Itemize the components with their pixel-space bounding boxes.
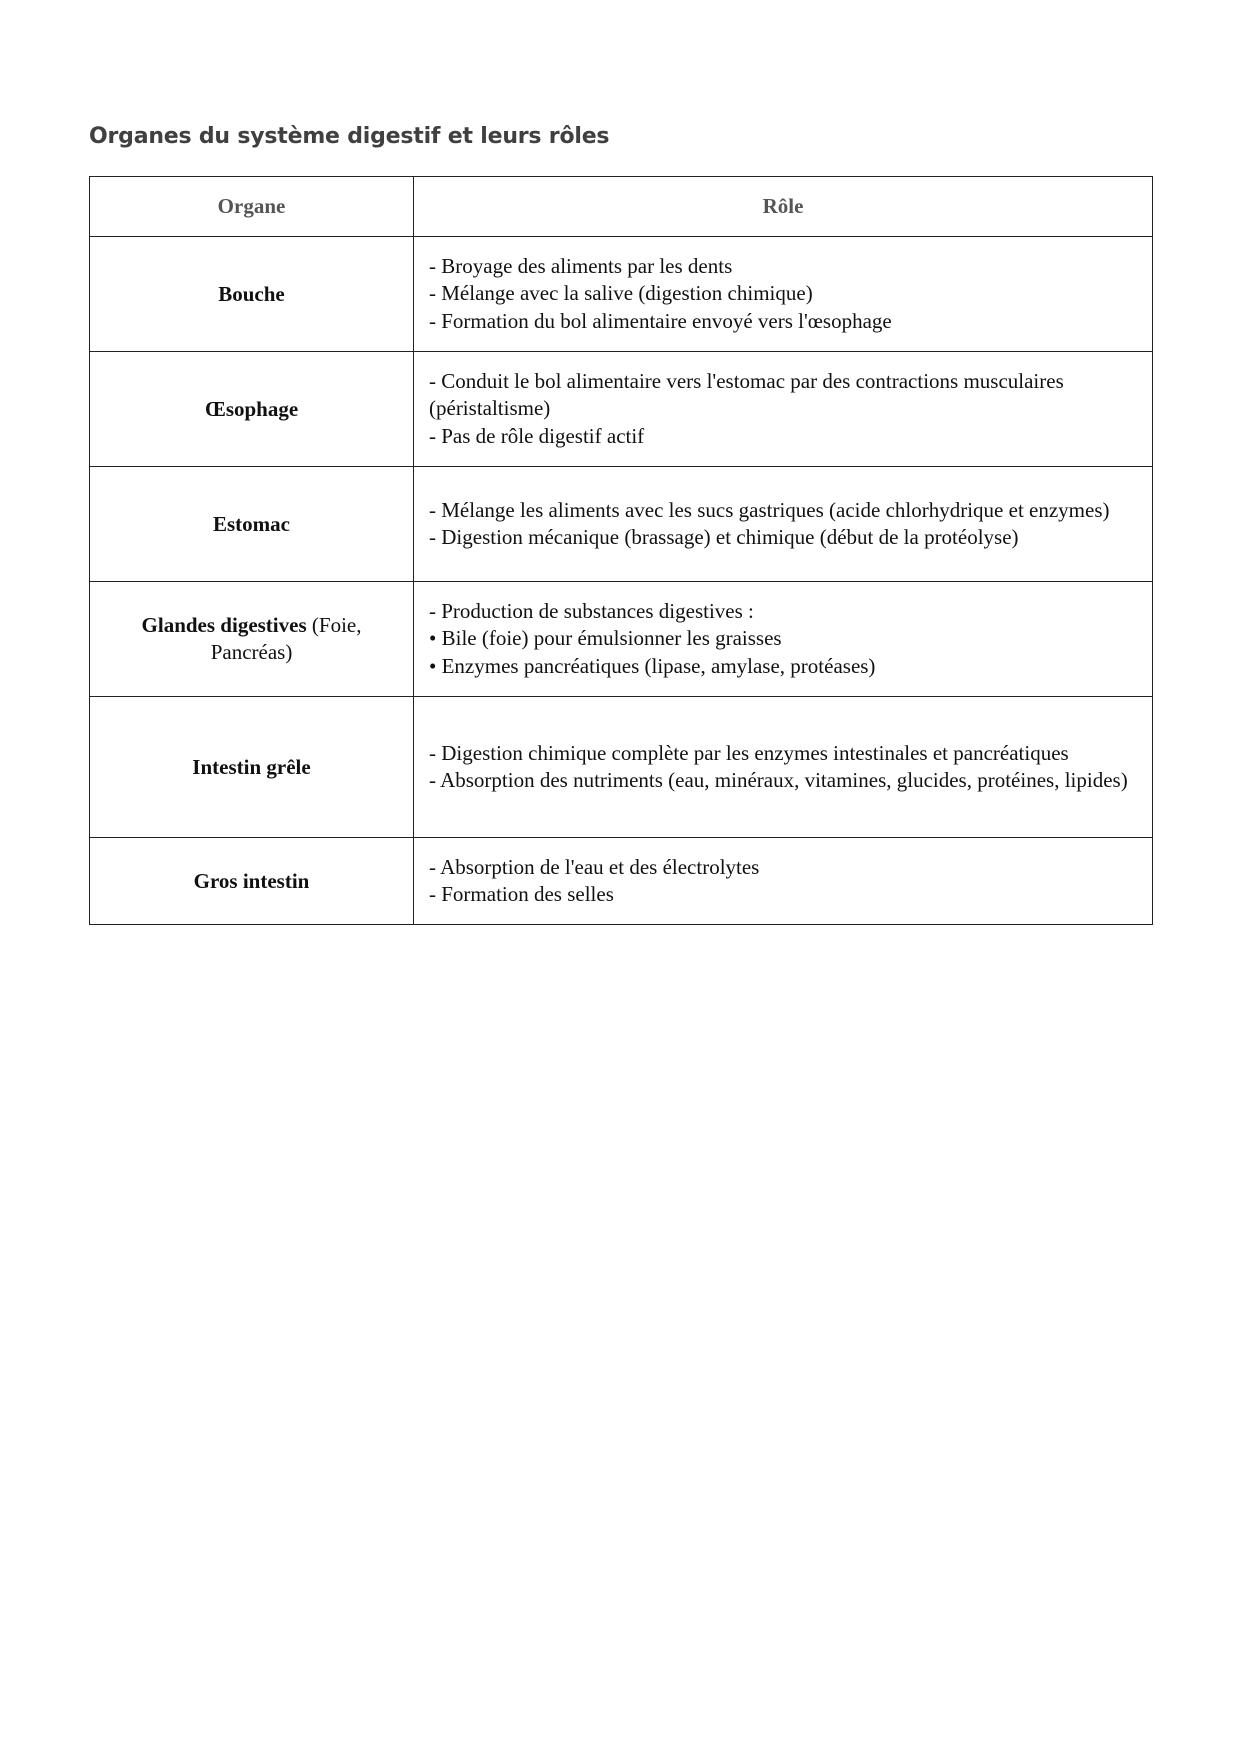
role-line: - Absorption des nutriments (eau, minéraux, vitamines, glucides, protéines, lipides) [429, 768, 1128, 792]
organ-cell [90, 697, 414, 838]
organ-cell [90, 352, 414, 467]
organ-cell [90, 467, 414, 582]
role-line: - Production de substances digestives : [429, 598, 754, 623]
organ-role-table [89, 176, 1153, 925]
organ-cell [90, 838, 414, 925]
table-row [90, 838, 1153, 925]
table-header-row [90, 177, 1153, 237]
role-line: • Bile (foie) pour émulsionner les graisses [429, 626, 782, 651]
table-row [90, 467, 1153, 582]
organ-name: Glandes digestives [141, 613, 307, 637]
table-row [90, 582, 1153, 697]
role-line: - Absorption de l'eau et des électrolytes [429, 854, 760, 879]
organ-name: Bouche [218, 281, 285, 306]
organ-detail: (Foie, Pancréas) [210, 613, 362, 664]
organ-name: Estomac [213, 511, 290, 536]
role-line: - Mélange les aliments avec les sucs gastriques (acide chlorhydrique et enzymes) [429, 497, 1110, 522]
organ-name: Gros intestin [193, 868, 310, 893]
header-role: Rôle [414, 177, 1153, 237]
role-line: - Digestion mécanique (brassage) et chimique (début de la protéolyse) [429, 525, 1019, 549]
role-cell [414, 838, 1153, 925]
header-organ: Organe [90, 177, 414, 237]
organ-cell [90, 237, 414, 352]
role-cell [414, 352, 1153, 467]
role-line: - Formation du bol alimentaire envoyé vers l'œsophage [429, 308, 892, 333]
organ-cell [90, 582, 414, 697]
role-cell [414, 237, 1153, 352]
role-line: - Pas de rôle digestif actif [429, 423, 645, 448]
organ-name: Œsophage [204, 396, 299, 421]
organ-name: Intestin grêle [192, 754, 311, 779]
role-cell [414, 697, 1153, 838]
page-title: Organes du système digestif et leurs rôles [89, 124, 610, 149]
role-line: - Conduit le bol alimentaire vers l'estomac par des contractions musculaires (péristaltisme) [429, 368, 1064, 421]
role-line: - Broyage des aliments par les dents [429, 253, 733, 278]
role-line: - Formation des selles [429, 882, 614, 906]
role-line: - Digestion chimique complète par les enzymes intestinales et pancréatiques [429, 740, 1069, 765]
table-row [90, 352, 1153, 467]
table-row [90, 237, 1153, 352]
role-line: - Mélange avec la salive (digestion chimique) [429, 281, 813, 306]
role-cell [414, 582, 1153, 697]
role-cell [414, 467, 1153, 582]
table-row [90, 697, 1153, 838]
role-line: • Enzymes pancréatiques (lipase, amylase, protéases) [429, 653, 876, 678]
